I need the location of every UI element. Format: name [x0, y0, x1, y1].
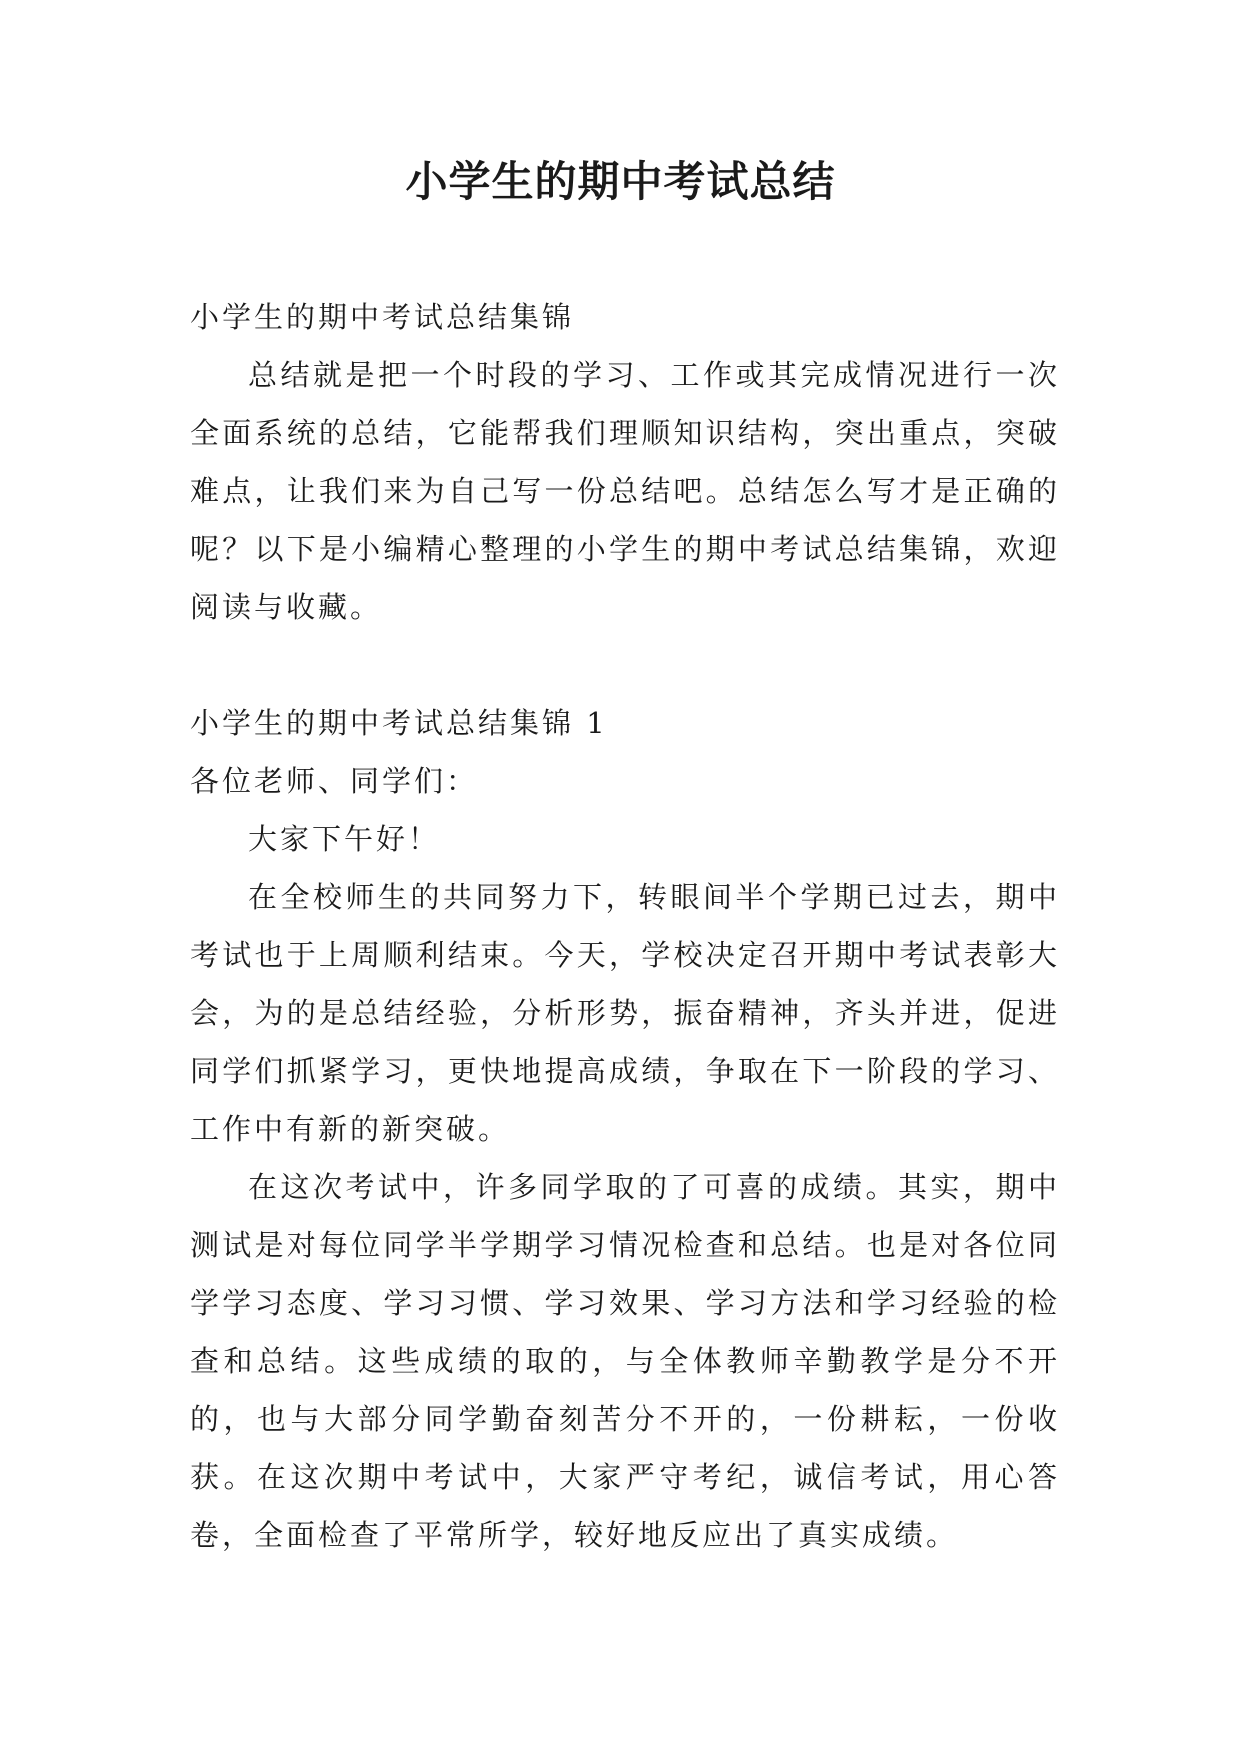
body-paragraph-1: 在全校师生的共同努力下，转眼间半个学期已过去，期中考试也于上周顺利结束。今天，学校决定召开期中考试表彰大会，为的是总结经验，分析形势，振奋精神，齐头并进，促进同学们抓紧学习，更快地提高成绩，争取在下一阶段的学习、工作中有新的新突破。 — [190, 880, 1060, 1146]
greeting: 大家下午好！ — [248, 822, 441, 856]
salutation: 各位老师、同学们： — [190, 764, 479, 798]
body-paragraph-2: 在这次考试中，许多同学取的了可喜的成绩。其实，期中测试是对每位同学半学期学习情况检查和总结。也是对各位同学学习态度、学习习惯、学习效果、学习方法和学习经验的检查和总结。这些成绩的取的，与全体教师辛勤教学是分不开的，也与大部分同学勤奋刻苦分不开的，一份耕耘，一份收获。在这次期中考试中，大家严守考纪，诚信考试，用心答卷，全面检查了平常所学，较好地反应出了真实成绩。 — [190, 1170, 1060, 1552]
intro-paragraph: 总结就是把一个时段的学习、工作或其完成情况进行一次全面系统的总结，它能帮我们理顺知识结构，突出重点，突破难点，让我们来为自己写一份总结吧。总结怎么写才是正确的呢？以下是小编精心整理的小学生的期中考试总结集锦，欢迎阅读与收藏。 — [190, 358, 1060, 624]
paragraph-spacer — [190, 636, 1060, 694]
document-body — [190, 288, 1060, 1564]
section-heading: 小学生的期中考试总结集锦 1 — [190, 706, 608, 740]
subtitle-paragraph: 小学生的期中考试总结集锦 — [190, 300, 575, 334]
document-title: 小学生的期中考试总结 — [405, 157, 836, 206]
